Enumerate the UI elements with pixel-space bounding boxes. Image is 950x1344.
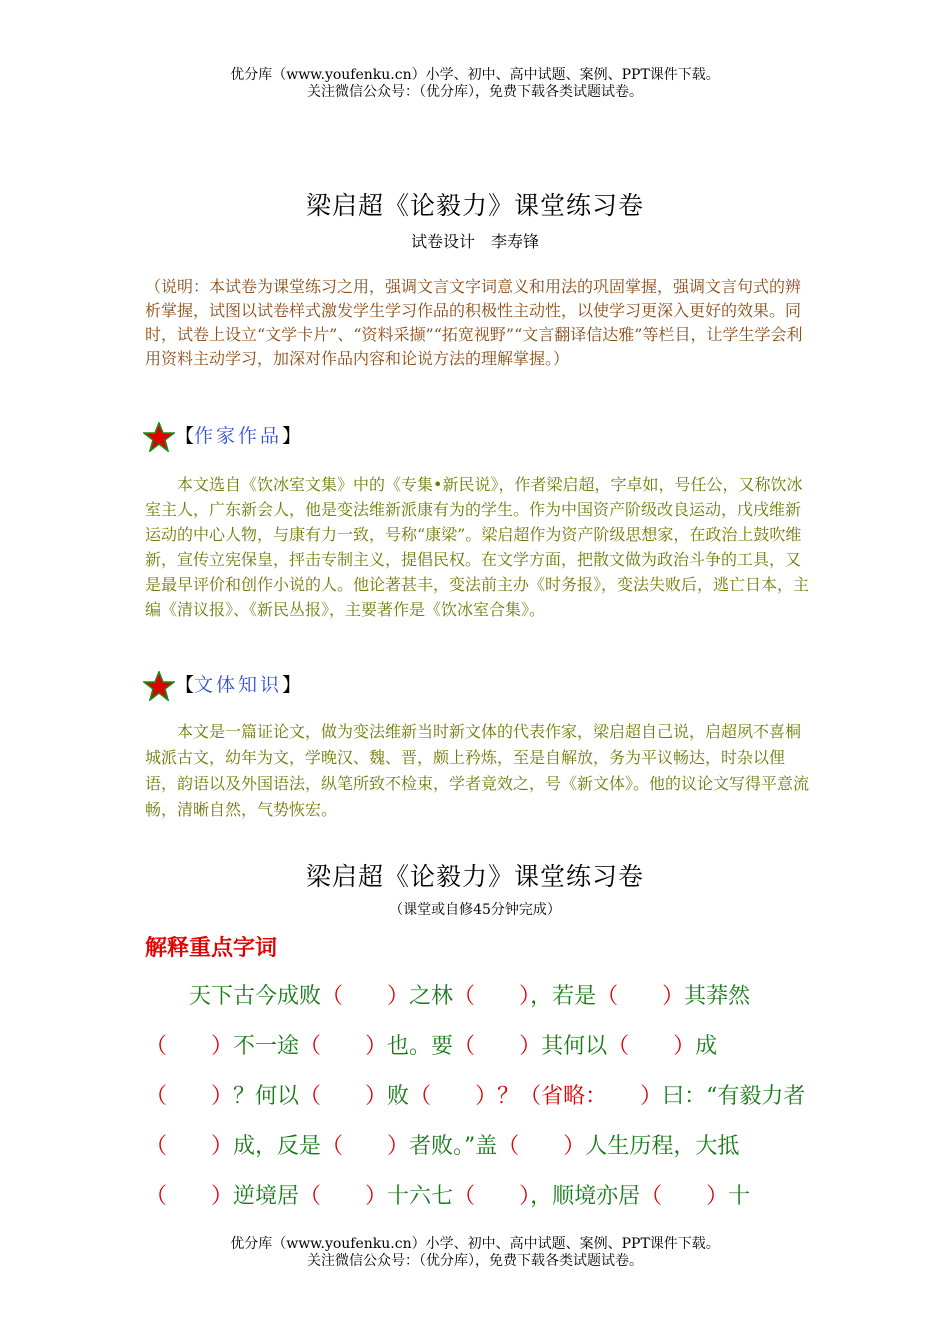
exercise-heading: 解释重点字词: [145, 936, 278, 961]
exercise-text: 十六七: [387, 1184, 454, 1209]
designer-line: 试卷设计 李寿锋: [410, 232, 539, 251]
exercise-text: 其何以: [541, 1034, 608, 1059]
footer-line-2: 关注微信公众号：（优分库），免费下载各类试题试卷。: [307, 1253, 643, 1269]
exercise-text: 也。要: [387, 1034, 454, 1059]
exercise-text: 逆境居: [233, 1184, 300, 1209]
bracket-open: 【: [175, 425, 195, 447]
answer-blank[interactable]: （ ）: [321, 984, 410, 1009]
exercise-text: 天下古今成败: [189, 984, 322, 1009]
header-line-2: 关注微信公众号：（优分库），免费下载各类试题试卷。: [307, 84, 643, 100]
section-author-label: [175, 425, 301, 447]
exercise-text: 不一途: [233, 1034, 300, 1059]
section-author-title: 作家作品: [194, 425, 283, 447]
answer-blank[interactable]: （ ）: [596, 984, 685, 1009]
time-note: （课堂或自修45分钟完成）: [389, 902, 561, 918]
intro-note: （说明：本试卷为课堂练习之用，强调文言文字词意义和用法的巩固掌握，强调文言句式的辨析掌握，试图以试卷样式激发学生学习作品的积极性主动性，以使学习更深入更好的效果。同时，试卷上设立“文学卡片”、“资料采撷”“拓宽视野”“文言翻译信达雅”等栏目，让学生学会利用资料主动学习，加深对作品内容和论说方法的理解掌握。）: [145, 277, 803, 368]
answer-blank[interactable]: （ ）: [145, 1134, 234, 1159]
section-genre-text: 本文是一篇证论文，做为变法维新当时新文体的代表作家，梁启超自己说，启超夙不喜桐城派古文，幼年为文，学晚汉、魏、晋，颇上矜炼，至是自解放，务为平议畅达，时杂以俚语，韵语以及外国语法，纵笔所致不检束，学者竟效之，号《新文体》。他的议论文写得平意流畅，清晰自然，气势恢宏。: [145, 722, 810, 819]
section-author-text: 本文选自《饮冰室文集》中的《专集•新民说》，作者梁启超，字卓如，号任公，又称饮冰室主人，广东新会人，他是变法维新派康有为的学生。作为中国资产阶级改良运动，戊戌维新运动的中心人物，与康有力一致，号称“康梁”。梁启超作为资产阶级思想家，在政治上鼓吹维新，宣传立宪保皇，抨击专制主义，提倡民权。在文学方面，把散文做为政治斗争的工具，又是最早评价和创作小说的人。他论著甚丰，变法前主办《时务报》，变法失败后，逃亡日本，主编《清议报》、《新民丛报》，主要著作是《饮冰室合集》。: [145, 475, 810, 619]
footer-line-1: 优分库（www.youfenku.cn）小学、初中、高中试题、案例、PPT课件下载。: [230, 1236, 720, 1252]
exercise-text: 成: [695, 1034, 718, 1059]
answer-blank[interactable]: （ ）: [299, 1034, 388, 1059]
answer-blank[interactable]: （ ）: [145, 1184, 234, 1209]
answer-blank[interactable]: （ ）？（省略： ）: [409, 1084, 663, 1109]
answer-blank[interactable]: （ ）: [299, 1084, 388, 1109]
bracket-close: 】: [282, 425, 302, 447]
answer-blank[interactable]: （ ）: [453, 1184, 531, 1209]
answer-blank[interactable]: （ ）: [299, 1184, 388, 1209]
exercise-text: 人生历程，大抵: [585, 1134, 740, 1159]
answer-blank[interactable]: （ ）: [497, 1134, 586, 1159]
exercise-text: ，顺境亦居: [530, 1184, 641, 1209]
exercise-text: 其莽然: [684, 984, 751, 1009]
answer-blank[interactable]: （ ）: [453, 1034, 542, 1059]
answer-blank[interactable]: （ ）: [607, 1034, 696, 1059]
exercise-text: 曰：“有毅力者: [662, 1084, 806, 1109]
exercise-text: 十: [728, 1184, 751, 1209]
bracket-open: 【: [175, 674, 195, 696]
answer-blank[interactable]: （ ）: [453, 984, 531, 1009]
exercise-body: [145, 972, 810, 1222]
exercise-text: 成，反是: [233, 1134, 322, 1159]
exercise-title: 梁启超《论毅力》课堂练习卷: [305, 862, 644, 891]
bracket-close: 】: [282, 674, 302, 696]
answer-blank[interactable]: （ ）: [640, 1184, 729, 1209]
page-title: 梁启超《论毅力》课堂练习卷: [305, 191, 644, 220]
exercise-text: 者败。”盖: [409, 1134, 498, 1159]
exercise-text: ，若是: [530, 984, 597, 1009]
header-line-1: 优分库（www.youfenku.cn）小学、初中、高中试题、案例、PPT课件下载。: [230, 67, 720, 83]
exercise-text: 败: [387, 1084, 410, 1109]
answer-blank[interactable]: （ ）: [321, 1134, 410, 1159]
exercise-text: 之林: [409, 984, 454, 1009]
answer-blank[interactable]: （ ）: [145, 1034, 234, 1059]
section-genre-label: [175, 674, 301, 696]
answer-blank[interactable]: （ ）: [145, 1084, 234, 1109]
section-genre-title: 文体知识: [194, 674, 283, 696]
star-icon: [143, 671, 175, 701]
star-icon: [143, 422, 175, 452]
exercise-text: ？何以: [233, 1084, 300, 1109]
